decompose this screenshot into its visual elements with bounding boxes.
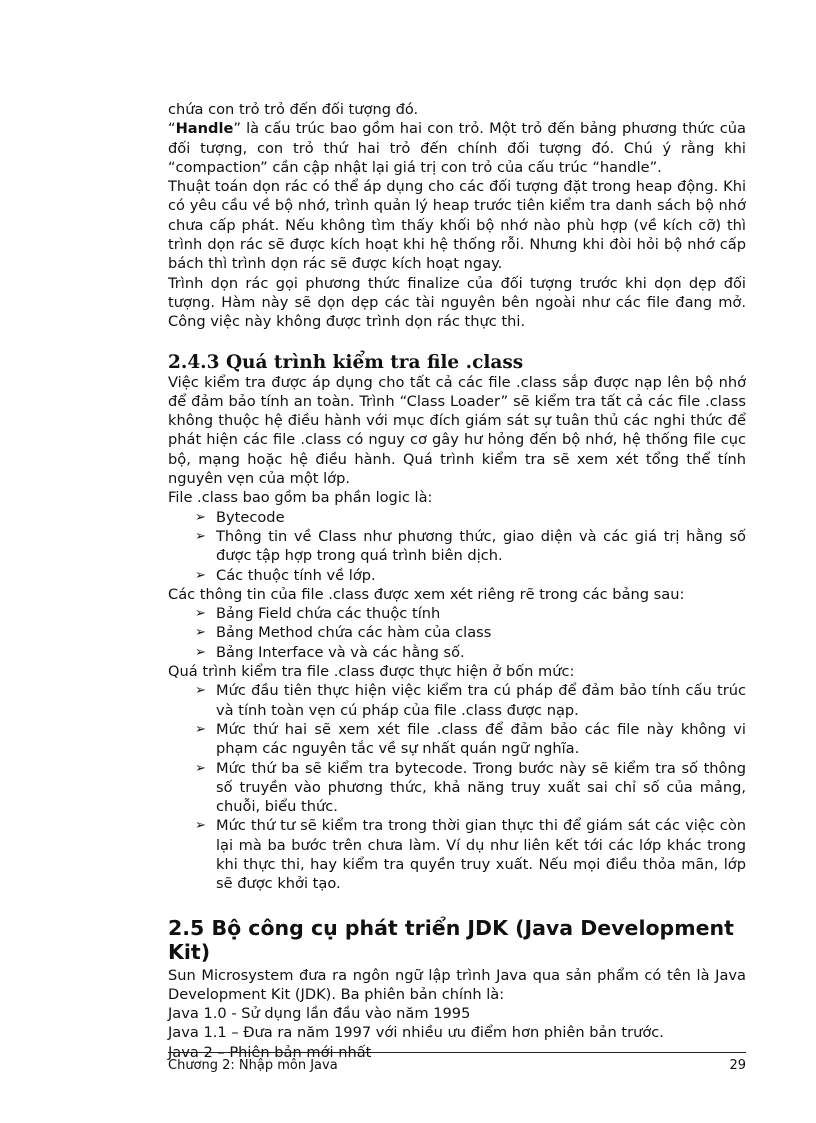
bullet-arrow-icon: ➢: [195, 625, 206, 641]
list-item: ➢ Bytecode: [195, 508, 285, 526]
java-version-1-1: Java 1.1 – Đưa ra năm 1997 với nhiều ưu điểm hơn phiên bản trước.: [168, 1024, 664, 1042]
bullet-arrow-icon: ➢: [195, 818, 206, 834]
java-version-1-0: Java 1.0 - Sử dụng lần đầu vào năm 1995: [168, 1005, 471, 1023]
bullet-arrow-icon: ➢: [195, 683, 206, 699]
class-file-intro: File .class bao gồm ba phần logic là:: [168, 489, 433, 507]
list-item: ➢ Mức thứ tư sẽ kiểm tra trong thời gian thực thi để giám sát các việc còn lại mà ba bước trên chưa làm. Ví dụ như liên kết tới các lớp khác trong khi thực thi, hay kiểm tra quyền truy xuất. Nếu mọi điều thỏa mãn, lớp sẽ được khởi tạo.: [195, 817, 746, 893]
class-file-parts-list: [168, 508, 746, 585]
tables-intro: Các thông tin của file .class được xem xét riêng rẽ trong các bảng sau:: [168, 585, 685, 603]
java-version-2: Java 2 – Phiên bản mới nhất: [168, 1043, 372, 1061]
list-item: ➢ Bảng Interface và và các hằng số.: [195, 643, 465, 661]
list-item: ➢ Thông tin về Class như phương thức, giao diện và các giá trị hằng số được tập hợp trong quá trình biên dịch.: [195, 527, 746, 565]
verification-levels-list: [168, 681, 746, 893]
list-item: ➢ Bảng Method chứa các hàm của class: [195, 624, 492, 642]
levels-intro: Quá trình kiểm tra file .class được thực hiện ở bốn mức:: [168, 663, 575, 681]
garbage-collection-paragraph: Thuật toán dọn rác có thể áp dụng cho các đối tượng đặt trong heap động. Khi có yêu cầu về bộ nhớ, trình quản lý heap trước tiên kiểm tra danh sách bộ nhớ chưa cấp phát. Nếu không tìm thấy khối bộ nhớ nào phù hợp (về kích cỡ) thì trình dọn rác sẽ được kích hoạt khi hệ thống rỗi. Nhưng khi đòi hỏi bộ nhớ cấp bách thì trình dọn rác sẽ được kích hoạt ngay.: [168, 178, 746, 273]
close-quote: ”: [233, 120, 241, 138]
list-item: ➢ Mức thứ hai sẽ xem xét file .class để đảm bảo các file này không vi phạm các nguyên tắc về sự nhất quán ngữ nghĩa.: [195, 720, 746, 758]
section-heading-2-5: 2.5 Bộ công cụ phát triển JDK (Java Development Kit): [168, 915, 734, 964]
tables-list: [168, 604, 746, 662]
chapter-label: Chương 2: Nhập môn Java: [168, 1058, 338, 1073]
handle-description: là cấu trúc bao gồm hai con trỏ. Một trỏ đến bảng phương thức của đối tượng, con trỏ thứ hai trỏ đến chính đối tượng đó. Chú ý rằng khi “compaction” cần cập nhật lại giá trị con trỏ của cấu trúc “handle”.: [168, 120, 746, 176]
finalize-paragraph: Trình dọn rác gọi phương thức finalize của đối tượng trước khi dọn dẹp đối tượng. Hàm này sẽ dọn dẹp các tài nguyên bên ngoài như các file đang mở. Công việc này không được trình dọn rác thực thi.: [168, 274, 746, 331]
list-item: ➢ Mức thứ ba sẽ kiểm tra bytecode. Trong bước này sẽ kiểm tra số thông số truyền vào phương thức, khả năng truy xuất sai chỉ số của mảng, chuỗi, biểu thức.: [195, 759, 746, 816]
bullet-arrow-icon: ➢: [195, 760, 206, 776]
page-number: 29: [729, 1058, 746, 1073]
bullet-arrow-icon: ➢: [195, 509, 206, 525]
verification-paragraph: Việc kiểm tra được áp dụng cho tất cả các file .class sắp được nạp lên bộ nhớ để đảm bảo tính an toàn. Trình “Class Loader” sẽ kiểm tra tất cả các file .class không thuộc hệ điều hành với mục đích giám sát sự tuân thủ các nghi thức để phát hiện các file .class có nguy cơ gây hư hỏng đến bộ nhớ, hệ thống file cục bộ, mạng hoặc hệ điều hành. Quá trình kiểm tra sẽ xem xét tổng thể tính nguyên vẹn của một lớp.: [168, 373, 746, 488]
document-page: [168, 100, 746, 1100]
handle-term: Handle: [175, 120, 234, 138]
page-footer: [168, 1052, 746, 1073]
bullet-arrow-icon: ➢: [195, 528, 206, 544]
intro-line: chứa con trỏ trỏ đến đối tượng đó.: [168, 101, 419, 118]
list-item: ➢ Mức đầu tiên thực hiện việc kiểm tra cú pháp để đảm bảo tính cấu trúc và tính toàn vẹn cú pháp của file .class được nạp.: [195, 682, 746, 719]
bullet-arrow-icon: ➢: [195, 567, 206, 583]
bullet-arrow-icon: ➢: [195, 644, 206, 660]
bullet-arrow-icon: ➢: [195, 606, 206, 622]
handle-paragraph: [168, 119, 746, 177]
section-heading-2-4-3: 2.4.3 Quá trình kiểm tra file .class: [168, 351, 524, 373]
jdk-paragraph: Sun Microsystem đưa ra ngôn ngữ lập trình Java qua sản phẩm có tên là Java Development Kit (JDK). Ba phiên bản chính là:: [168, 966, 746, 1003]
list-item: ➢ Bảng Field chứa các thuộc tính: [195, 605, 441, 623]
list-item: ➢ Các thuộc tính về lớp.: [195, 566, 376, 584]
open-quote: “: [168, 120, 176, 138]
bullet-arrow-icon: ➢: [195, 721, 206, 737]
